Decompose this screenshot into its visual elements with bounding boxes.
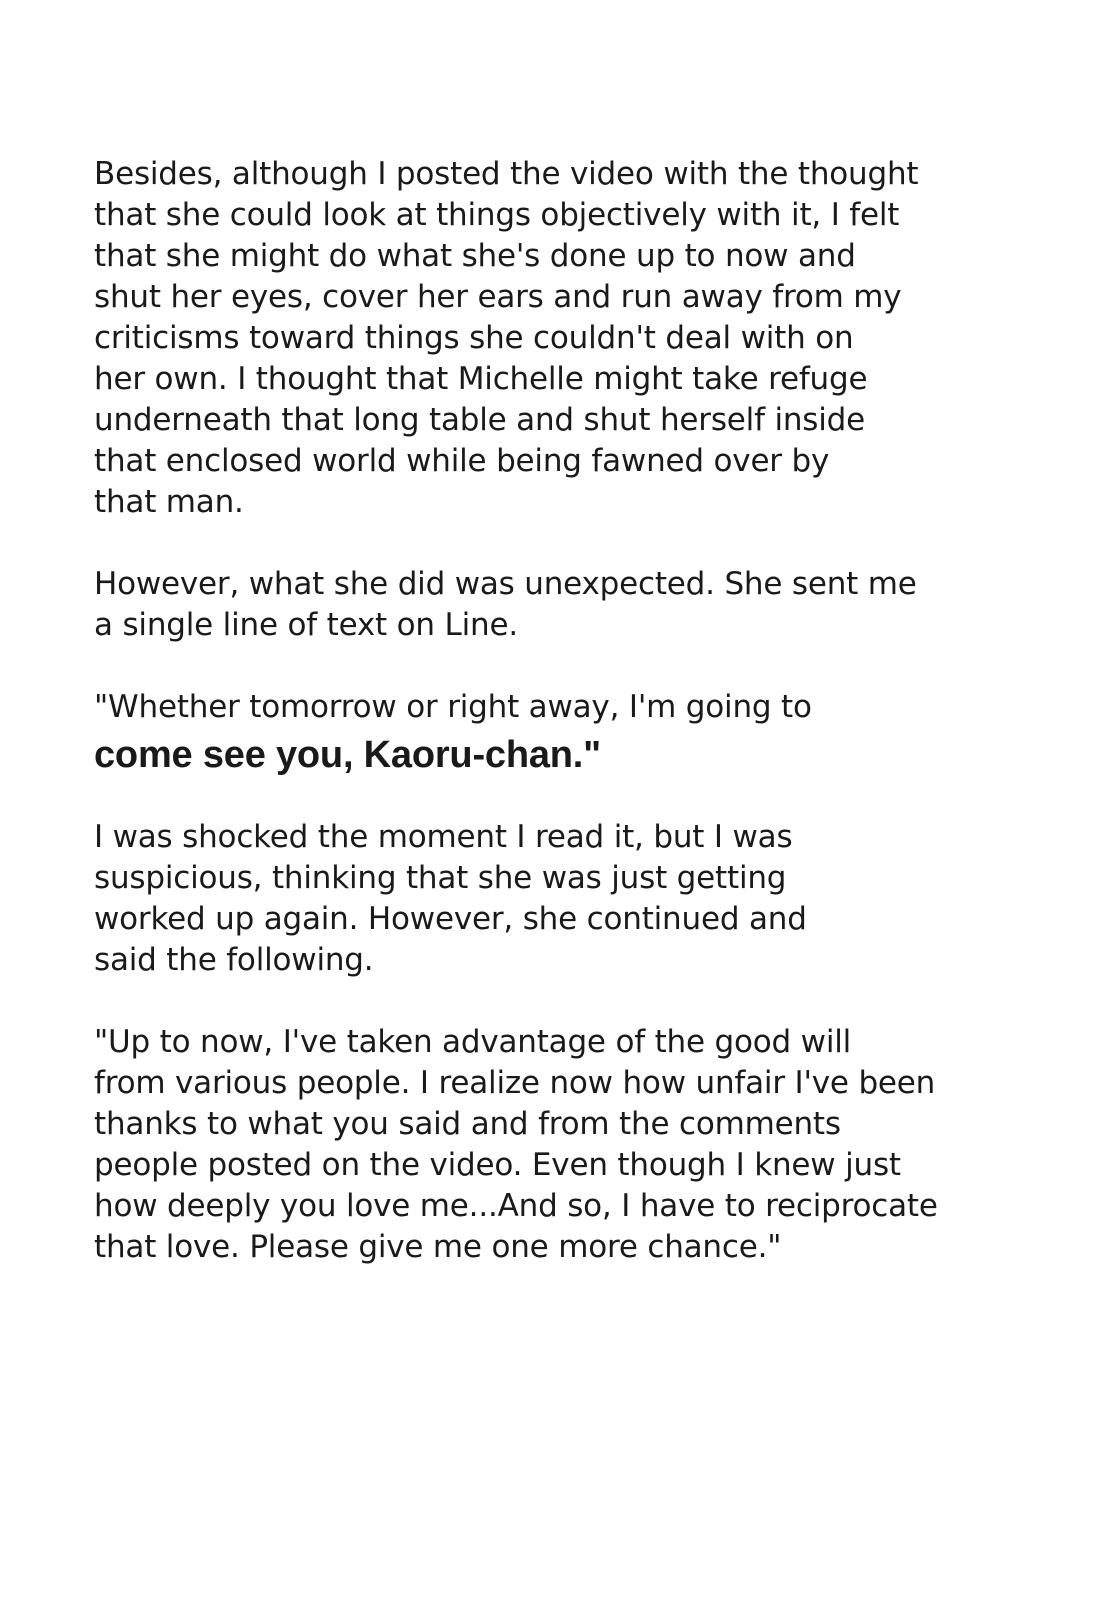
text-line: I was shocked the moment I read it, but I was <box>94 819 793 855</box>
paragraph-4 <box>94 817 974 981</box>
text-line: a single line of text on Line. <box>94 607 518 643</box>
text-line: However, what she did was unexpected. She sent me <box>94 566 917 602</box>
text-line: suspicious, thinking that she was just getting <box>94 860 787 896</box>
text-line: from various people. I realize now how unfair I've been <box>94 1065 936 1101</box>
paragraph-3-quote <box>94 687 974 780</box>
text-line: "Whether tomorrow or right away, I'm going to <box>94 689 812 725</box>
text-line: that love. Please give me one more chance." <box>94 1229 782 1265</box>
paragraph-2 <box>94 564 974 646</box>
paragraph-5-quote <box>94 1022 974 1268</box>
text-line: thanks to what you said and from the comments <box>94 1106 841 1142</box>
text-line: worked up again. However, she continued and <box>94 901 807 937</box>
text-line: her own. I thought that Michelle might take refuge <box>94 361 868 397</box>
text-line: that man. <box>94 484 244 520</box>
text-line: shut her eyes, cover her ears and run away from my <box>94 279 902 315</box>
text-line: Besides, although I posted the video with the thought <box>94 156 919 192</box>
text-line: people posted on the video. Even though I knew just <box>94 1147 901 1183</box>
document-page <box>94 154 974 1309</box>
text-line: underneath that long table and shut herself inside <box>94 402 866 438</box>
emphasized-quote-line: come see you, Kaoru-chan." <box>94 734 601 776</box>
paragraph-1 <box>94 154 974 523</box>
text-line: that enclosed world while being fawned over by <box>94 443 830 479</box>
text-line: criticisms toward things she couldn't deal with on <box>94 320 854 356</box>
text-line: how deeply you love me...And so, I have to reciprocate <box>94 1188 938 1224</box>
text-line: that she might do what she's done up to now and <box>94 238 856 274</box>
text-line: "Up to now, I've taken advantage of the good will <box>94 1024 852 1060</box>
text-line: said the following. <box>94 942 374 978</box>
text-line: that she could look at things objectively with it, I felt <box>94 197 900 233</box>
